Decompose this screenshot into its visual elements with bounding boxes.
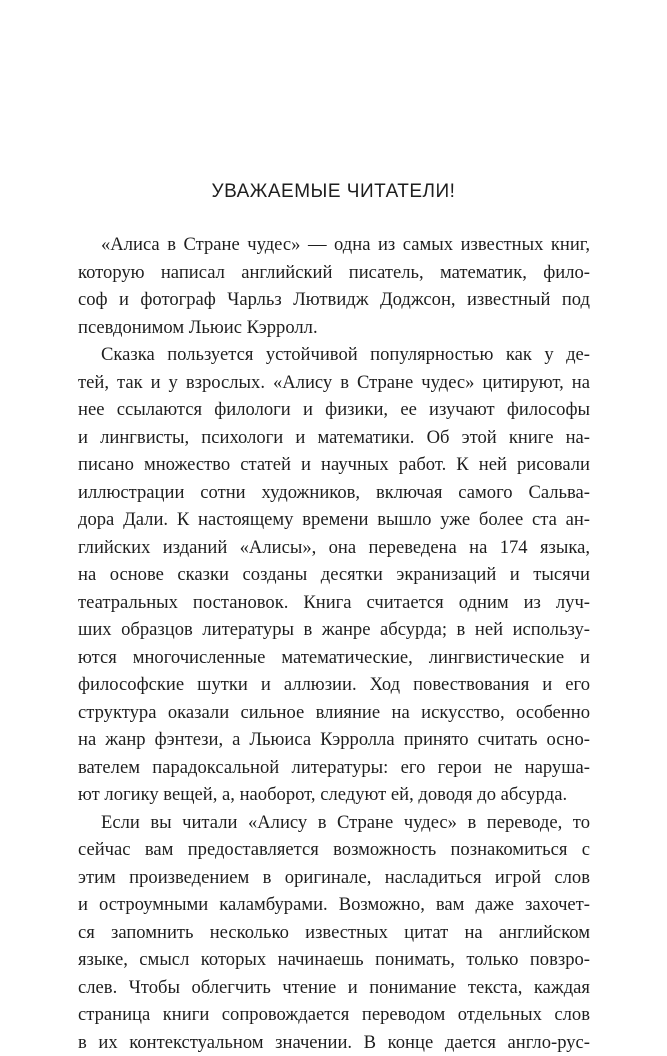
text-line: языке, смысл которых начинаешь понимать, только повзро- xyxy=(78,946,590,974)
text-line: нее ссылаются филологи и физики, ее изучают философы xyxy=(78,396,590,424)
text-line: ся запомнить несколько известных цитат на английском xyxy=(78,919,590,947)
text-line: и лингвисты, психологи и математики. Об этой книге на- xyxy=(78,424,590,452)
text-line: страница книги сопровождается переводом отдельных слов xyxy=(78,1001,590,1029)
text-line: писано множество статей и научных работ. К ней рисовали xyxy=(78,451,590,479)
text-line: слев. Чтобы облегчить чтение и понимание текста, каждая xyxy=(78,974,590,1002)
text-line: дора Дали. К настоящему времени вышло уже более ста ан- xyxy=(78,506,590,534)
text-line: и остроумными каламбурами. Возможно, вам даже захочет- xyxy=(78,891,590,919)
text-line: на основе сказки созданы десятки экранизаций и тысячи xyxy=(78,561,590,589)
page-title: УВАЖАЕМЫЕ ЧИТАТЕЛИ! xyxy=(0,180,667,204)
text-line: ются многочисленные математические, лингвистические и xyxy=(78,644,590,672)
text-line: сейчас вам предоставляется возможность познакомиться с xyxy=(78,836,590,864)
text-line: в их контекстуальном значении. В конце дается англо-рус- xyxy=(78,1029,590,1056)
text-line: на жанр фэнтези, а Льюиса Кэрролла принято считать осно- xyxy=(78,726,590,754)
text-line: этим произведением в оригинале, насладиться игрой слов xyxy=(78,864,590,892)
text-line: Если вы читали «Алису в Стране чудес» в переводе, то xyxy=(78,809,590,837)
text-line: Сказка пользуется устойчивой популярностью как у де- xyxy=(78,341,590,369)
text-line: структура оказали сильное влияние на искусство, особенно xyxy=(78,699,590,727)
text-line: театральных постановок. Книга считается одним из луч- xyxy=(78,589,590,617)
text-line: глийских изданий «Алисы», она переведена на 174 языка, xyxy=(78,534,590,562)
text-line: вателем парадоксальной литературы: его герои не наруша- xyxy=(78,754,590,782)
text-line: ют логику вещей, а, наоборот, следуют ей, доводя до абсурда. xyxy=(78,781,590,809)
body-text xyxy=(78,231,590,1056)
text-line: философские шутки и аллюзии. Ход повествования и его xyxy=(78,671,590,699)
text-line: соф и фотограф Чарльз Лютвидж Доджсон, известный под xyxy=(78,286,590,314)
text-line: «Алиса в Стране чудес» — одна из самых известных книг, xyxy=(78,231,590,259)
text-line: ших образцов литературы в жанре абсурда; в ней использу- xyxy=(78,616,590,644)
text-line: псевдонимом Льюис Кэрролл. xyxy=(78,314,590,342)
text-line: которую написал английский писатель, математик, фило- xyxy=(78,259,590,287)
text-line: тей, так и у взрослых. «Алису в Стране чудес» цитируют, на xyxy=(78,369,590,397)
text-line: иллюстрации сотни художников, включая самого Сальва- xyxy=(78,479,590,507)
